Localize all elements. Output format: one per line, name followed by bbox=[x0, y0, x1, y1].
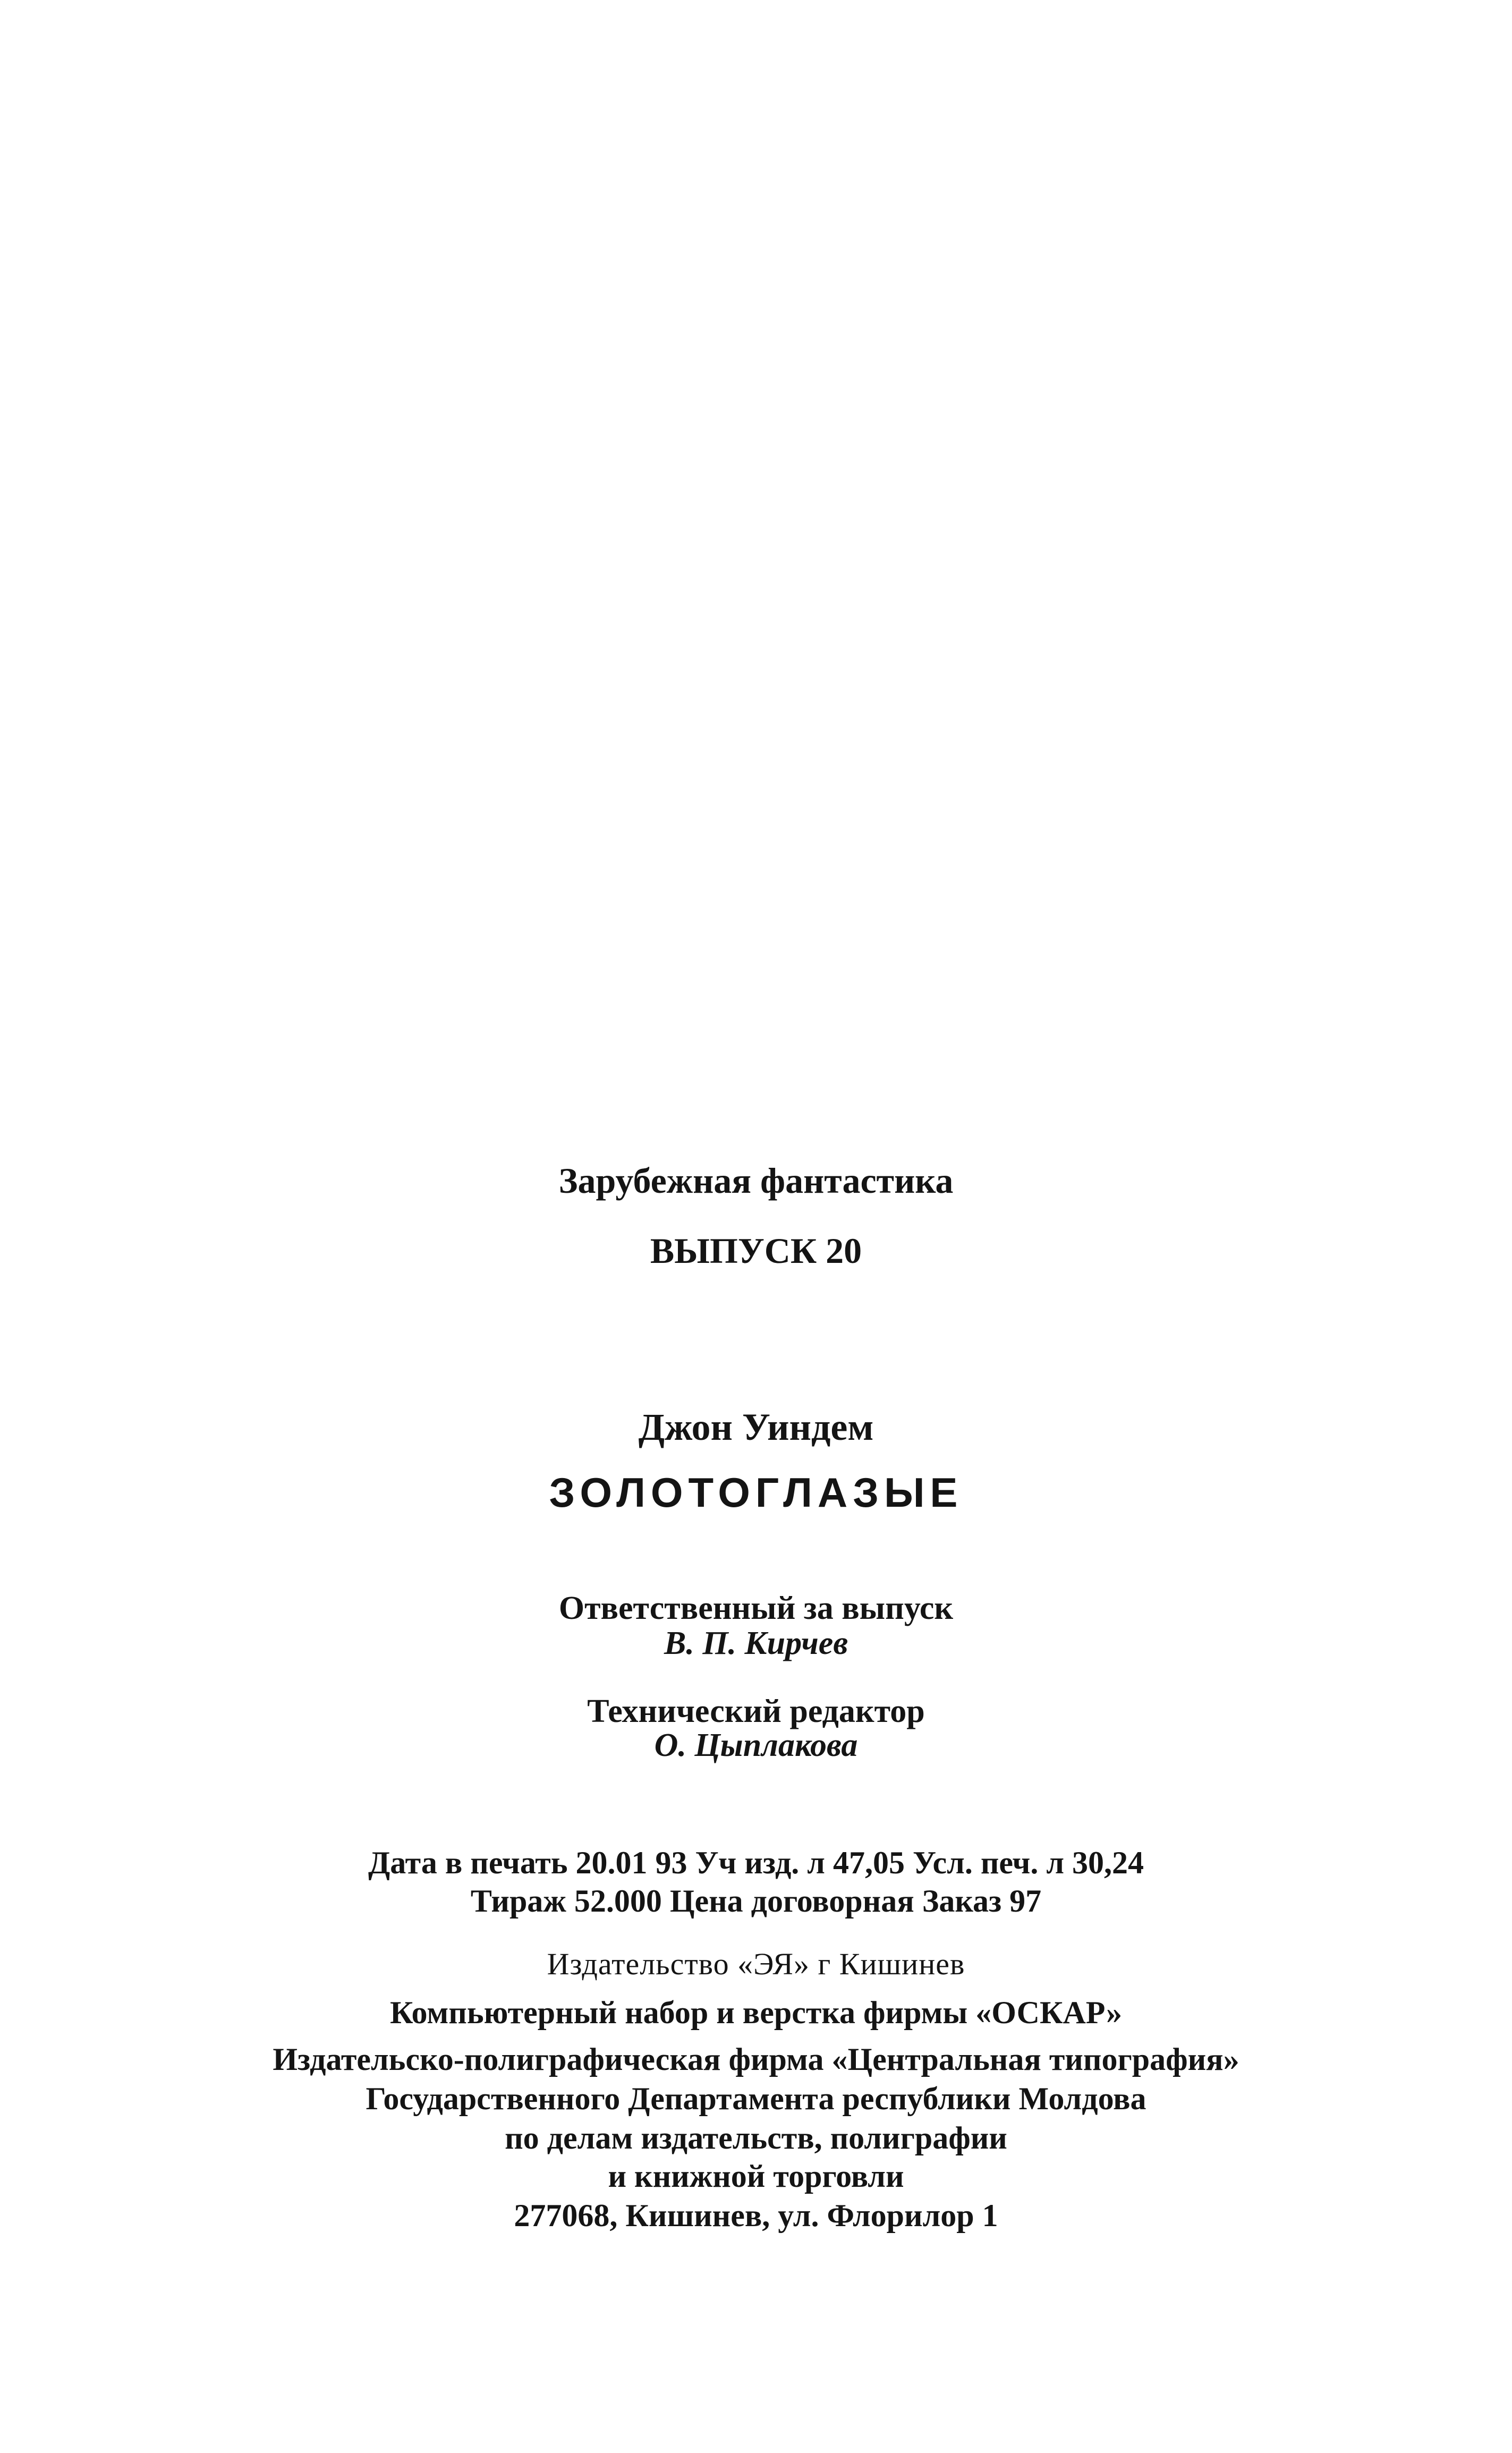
imprint-line: по делам издательств, полиграфии bbox=[505, 2120, 1007, 2155]
responsible-role: Ответственный за выпуск bbox=[558, 1590, 954, 1626]
book-title: ЗОЛОТОГЛАЗЫЕ bbox=[549, 1469, 963, 1516]
print-info-line-2: Тираж 52.000 Цена договорная Заказ 97 bbox=[470, 1883, 1042, 1919]
imprint-line: Компьютерный набор и верстка фирмы «ОСКАР» bbox=[390, 1995, 1122, 2030]
imprint-address: 277068, Кишинев, ул. Флорилор 1 bbox=[514, 2198, 998, 2233]
tech-editor-role: Технический редактор bbox=[587, 1693, 925, 1729]
series-name: Зарубежная фантастика bbox=[558, 1160, 954, 1201]
series-issue: ВЫПУСК 20 bbox=[650, 1230, 862, 1271]
imprint-line: и книжной торговли bbox=[608, 2159, 904, 2194]
imprint-line: Издательско-полиграфическая фирма «Центральная типография» bbox=[273, 2042, 1239, 2077]
print-info-line-1: Дата в печать 20.01 93 Уч изд. л 47,05 Усл. печ. л 30,24 bbox=[368, 1845, 1144, 1880]
imprint-line: Государственного Департамента республики Молдова bbox=[366, 2081, 1146, 2116]
publisher-line: Издательство «ЭЯ» г Кишинев bbox=[547, 1947, 965, 1981]
book-author: Джон Уиндем bbox=[638, 1406, 874, 1448]
responsible-name: В. П. Кирчев bbox=[664, 1625, 848, 1661]
tech-editor-name: О. Цыплакова bbox=[654, 1727, 858, 1763]
